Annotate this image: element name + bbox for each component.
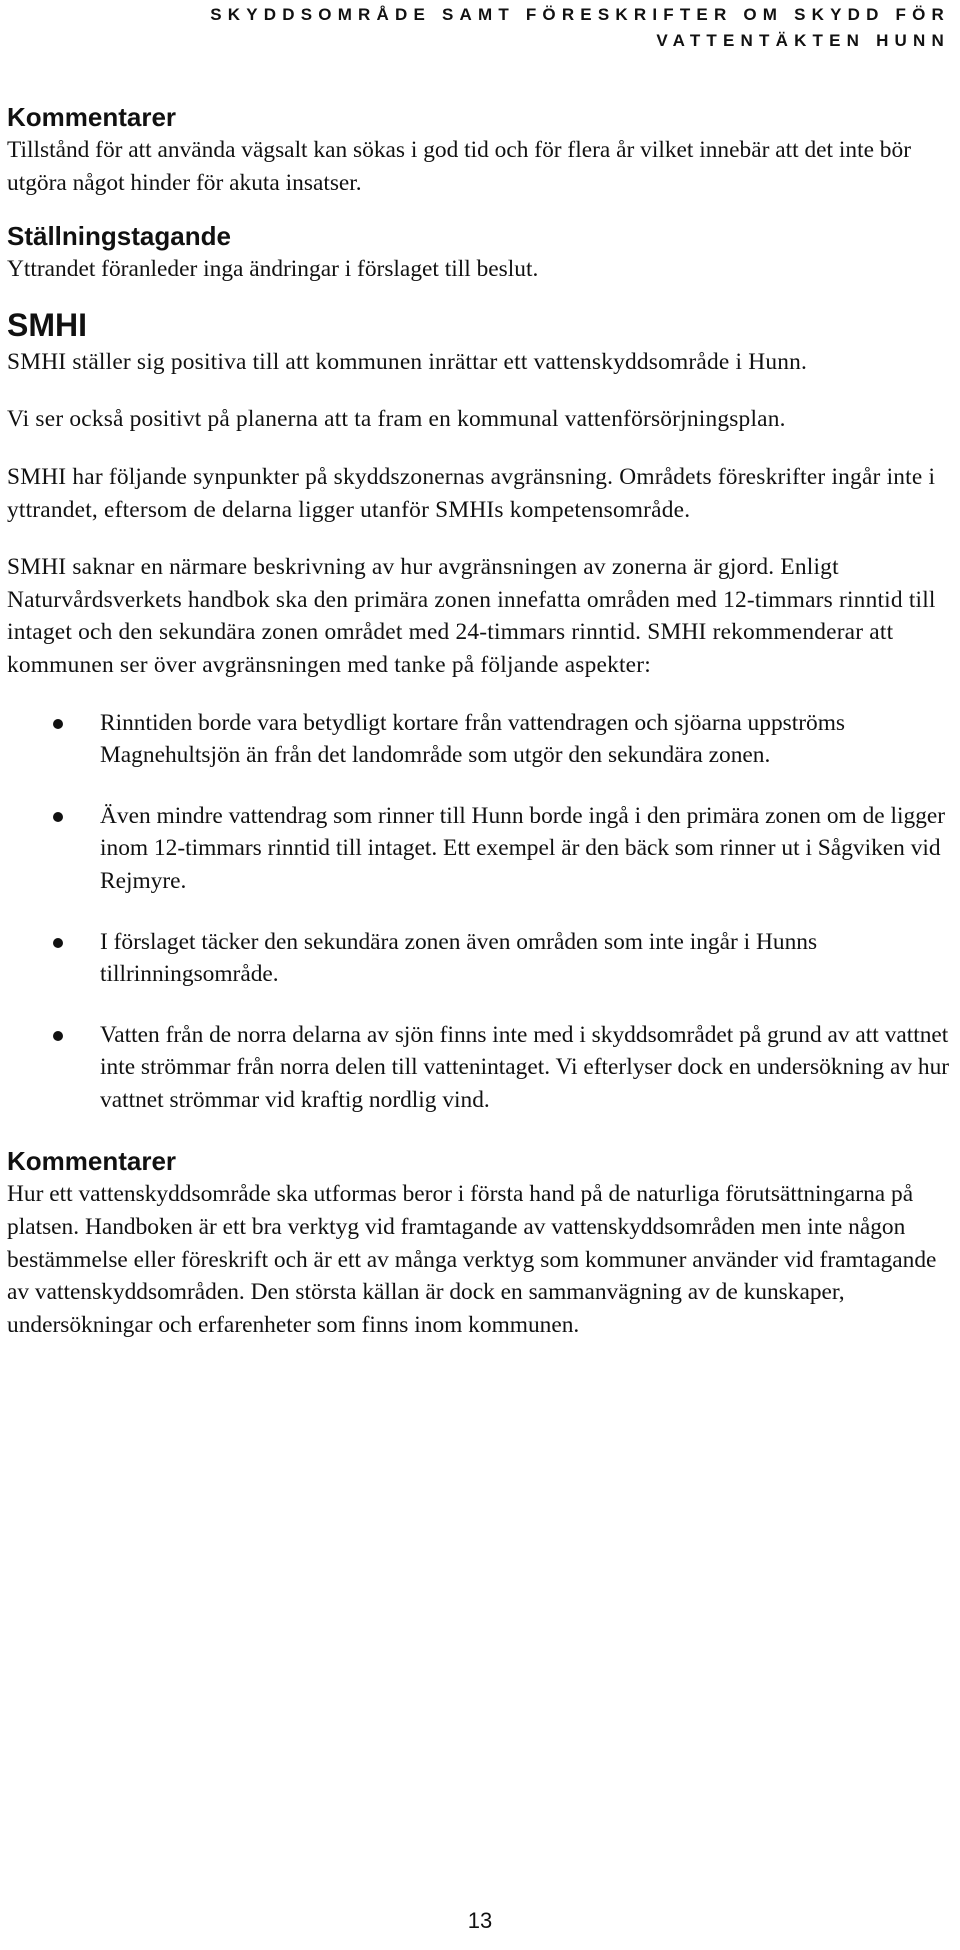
smhi-paragraph-4: SMHI saknar en närmare beskrivning av hur avgränsningen av zonerna är gjord. Enligt Naturvårdsverkets handbok ska den primära zonen innefatta områden med 12-timmars rinntid till intaget och den sekundära zonen området med 24-timmars rinntid. SMHI rekommenderar att kommunen ser över avgränsningen med tanke på följande aspekter: — [7, 554, 936, 678]
aspect-text: I förslaget täcker den sekundära zonen även områden som inte ingår i Hunns tillrinningsområde. — [100, 928, 818, 988]
smhi-paragraph-3: SMHI har följande synpunkter på skyddszonernas avgränsning. Områdets föreskrifter ingår inte i yttrandet, eftersom de delarna ligger utanför SMHIs kompetensområde. — [7, 463, 936, 523]
aspect-item — [7, 800, 955, 898]
position-heading: Ställningstagande — [7, 221, 231, 252]
bullet-icon — [53, 719, 63, 729]
aspect-text: Även mindre vattendrag som rinner till Hunn borde ingå i den primära zonen om de ligger inom 12-timmars rinntid till intaget. Ett exempel är den bäck som rinner ut i Sågviken vid Rejmyre. — [100, 802, 946, 894]
document-body — [7, 100, 955, 1366]
aspect-text: Vatten från de norra delarna av sjön finns inte med i skyddsområdet på grund av att vattnet inte strömmar från norra delen till vattenintaget. Vi efterlyser dock en undersökning av hur vattnet strömmar vid kraftig nordlig vind. — [100, 1021, 950, 1113]
bullet-icon — [53, 812, 63, 822]
bullet-icon — [53, 1031, 63, 1041]
page-number: 13 — [467, 1908, 493, 1933]
comments-paragraph-2: Hur ett vattenskyddsområde ska utformas beror i första hand på de naturliga förutsättningarna på platsen. Handboken är ett bra verktyg vid framtagande av vattenskyddsområden men inte någon bestämmelse eller föreskrift och är ett av många verktyg som kommuner använder vid framtagande av vattenskyddsområden. Den största källan är dock en sammanvägning av de kunskaper, undersökningar och erfarenheter som finns inom kommunen. — [7, 1181, 937, 1338]
comments-heading-2: Kommentarer — [7, 1146, 177, 1177]
smhi-paragraph-2: Vi ser också positivt på planerna att ta fram en kommunal vattenförsörjningsplan. — [7, 406, 786, 433]
running-header-line-1: SKYDDSOMRÅDE SAMT FÖRESKRIFTER OM SKYDD FÖR — [210, 5, 950, 24]
aspect-item — [7, 1019, 955, 1117]
smhi-paragraph-1: SMHI ställer sig positiva till att kommunen inrättar ett vattenskyddsområde i Hunn. — [7, 348, 808, 375]
comments-paragraph-1: Tillstånd för att använda vägsalt kan sökas i god tid och för flera år vilket innebär att det inte bör utgöra något hinder för akuta insatser. — [7, 137, 911, 196]
smhi-heading: SMHI — [7, 306, 87, 343]
running-header — [130, 2, 950, 54]
aspect-item — [7, 926, 955, 991]
aspect-item — [7, 707, 955, 772]
aspects-list — [7, 707, 955, 1117]
aspect-text: Rinntiden borde vara betydligt kortare från vattendragen och sjöarna uppströms Magnehultsjön än från det landområde som utgör den sekundära zonen. — [100, 709, 846, 769]
running-header-line-2: VATTENTÄKTEN HUNN — [656, 31, 950, 50]
comments-heading-1: Kommentarer — [7, 102, 177, 132]
bullet-icon — [53, 938, 63, 948]
position-paragraph: Yttrandet föranleder inga ändringar i förslaget till beslut. — [7, 256, 539, 283]
